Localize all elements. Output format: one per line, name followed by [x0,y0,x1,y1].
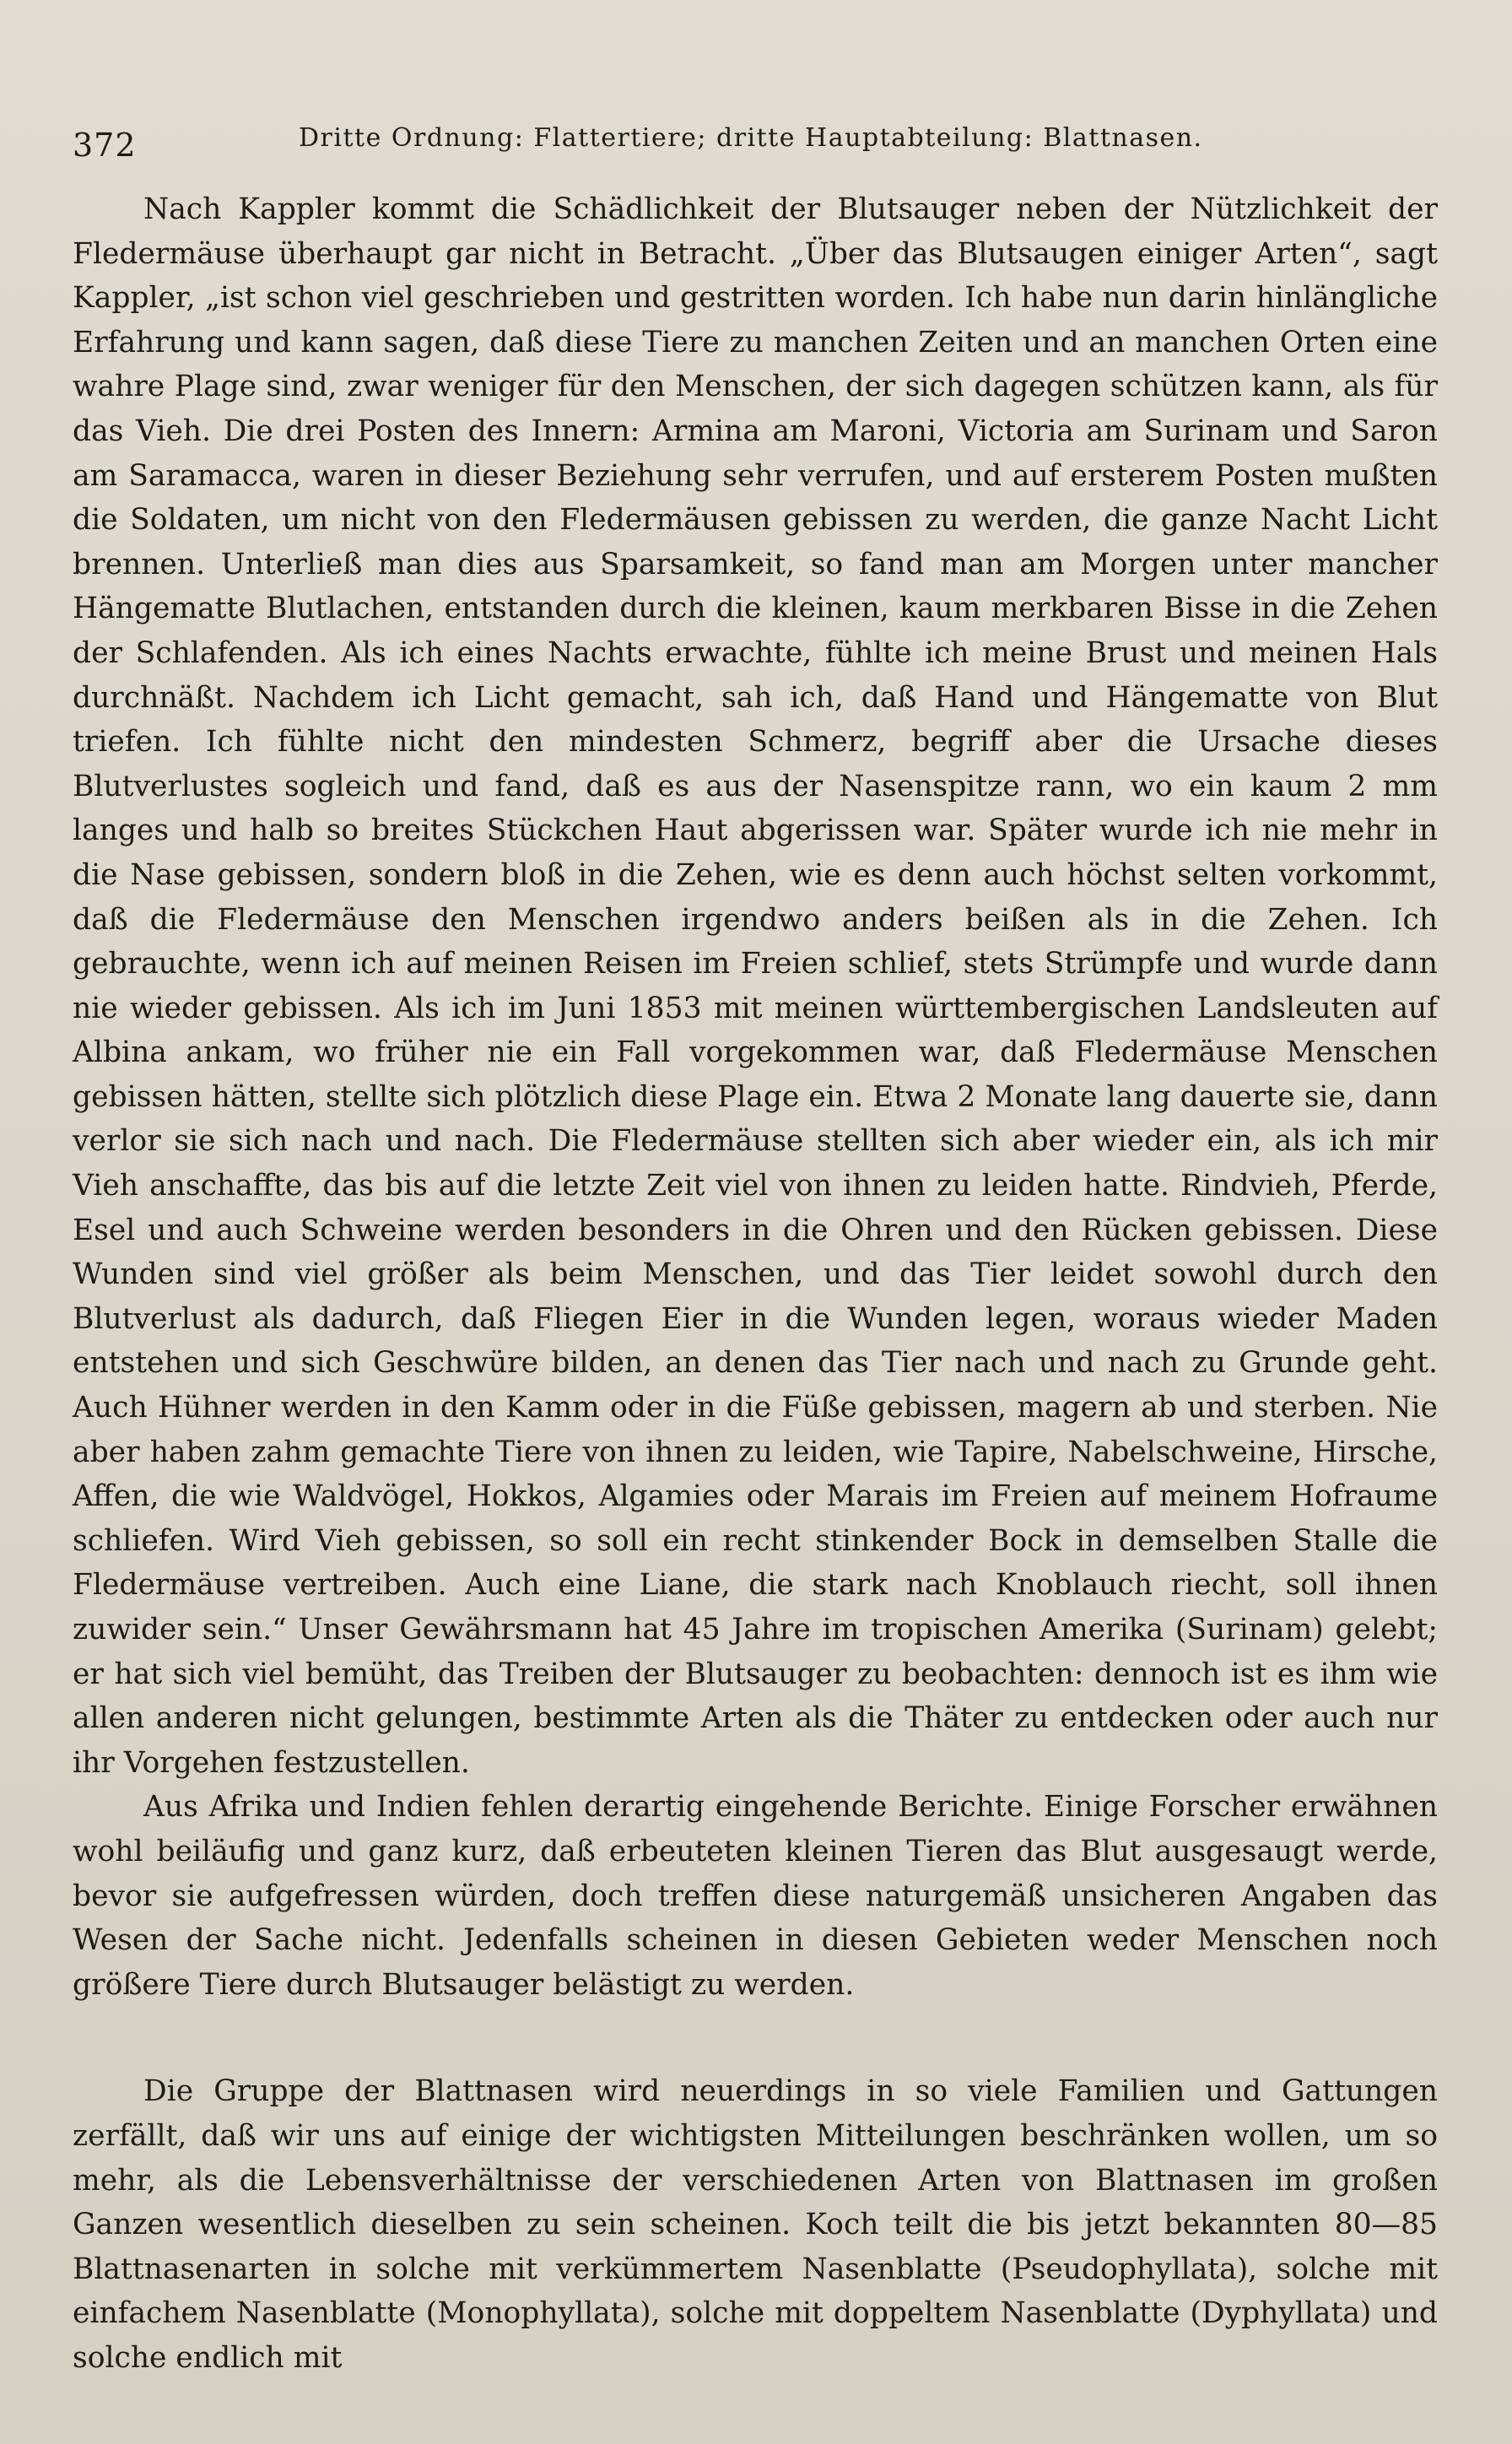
paragraph-africa-india: Aus Afrika und Indien fehlen derartig eingehende Berichte. Einige Forscher erwähnen wohl beiläufig und ganz kurz, daß erbeuteten kleinen Tieren das Blut ausgesaugt werde, bevor sie aufgefressen würden, doch treffen diese naturgemäß unsicheren Angaben das Wesen der Sache nicht. Jedenfalls scheinen in diesen Gebieten weder Menschen noch größere Tiere durch Blutsauger belästigt zu werden. [73,1790,1438,2002]
page-number: 372 [73,127,137,164]
paragraph-kappler-report: Nach Kappler kommt die Schädlichkeit der Blutsauger neben der Nützlichkeit der Fledermäuse überhaupt gar nicht in Betracht. „Über das Blutsaugen einiger Arten“, sagt Kappler, „ist schon viel geschrieben und gestritten worden. Ich habe nun darin hinlängliche Erfahrung und kann sagen, daß diese Tiere zu manchen Zeiten und an manchen Orten eine wahre Plage sind, zwar weniger für den Menschen, der sich dagegen schützen kann, als für das Vieh. Die drei Posten des Innern: Armina am Maroni, Victoria am Surinam und Saron am Saramacca, waren in dieser Beziehung sehr verrufen, und auf ersterem Posten mußten die Soldaten, um nicht von den Fledermäusen gebissen zu werden, die ganze Nacht Licht brennen. Unterließ man dies aus Sparsamkeit, so fand man am Morgen unter mancher Hängematte Blutlachen, entstanden durch die kleinen, kaum merkbaren Bisse in die Zehen der Schlafenden. Als ich eines Nachts erwachte, fühlte ich meine Brust und meinen Hals durchnäßt. Nachdem ich Licht gemacht, sah ich, daß Hand und Hängematte von Blut triefen. Ich fühlte nicht den mindesten Schmerz, begriff aber die Ursache dieses Blutverlustes sogleich und fand, daß es aus der Nasenspitze rann, wo ein kaum 2 mm langes und halb so breites Stückchen Haut abgerissen war. Später wurde ich nie mehr in die Nase gebissen, sondern bloß in die Zehen, wie es denn auch höchst selten vorkommt, daß die Fledermäuse den Menschen irgendwo anders beißen als in die Zehen. Ich gebrauchte, wenn ich auf meinen Reisen im Freien schlief, stets Strümpfe und wurde dann nie wieder gebissen. Als ich im Juni 1853 mit meinen württembergischen Landsleuten auf Albina ankam, wo früher nie ein Fall vorgekommen war, daß Fledermäuse Menschen gebissen hätten, stellte sich plötzlich diese Plage ein. Etwa 2 Monate lang dauerte sie, dann verlor sie sich nach und nach. Die Fledermäuse stellten sich aber wieder ein, als ich mir Vieh anschaffte, das bis auf die letzte Zeit viel von ihnen zu leiden hatte. Rindvieh, Pferde, Esel und auch Schweine werden besonders in die Ohren und den Rücken gebissen. Diese Wunden sind viel größer als beim Menschen, und das Tier leidet sowohl durch den Blutverlust als dadurch, daß Fliegen Eier in die Wunden legen, woraus wieder Maden entstehen und sich Geschwüre bilden, an denen das Tier nach und nach zu Grunde geht. Auch Hühner werden in den Kamm oder in die Füße gebissen, magern ab und sterben. Nie aber haben zahm gemachte Tiere von ihnen zu leiden, wie Tapire, Nabelschweine, Hirsche, Affen, die wie Waldvögel, Hokkos, Algamies oder Marais im Freien auf meinem Hofraume schliefen. Wird Vieh gebissen, so soll ein recht stinkender Bock in demselben Stalle die Fledermäuse vertreiben. Auch eine Liane, die stark nach Knoblauch riecht, soll ihnen zuwider sein.“ Unser Gewährsmann hat 45 Jahre im tropischen Amerika (Surinam) gelebt; er hat sich viel bemüht, das Treiben der Blutsauger zu beobachten: dennoch ist es ihm wie allen anderen nicht gelungen, bestimmte Arten als die Thäter zu entdecken oder auch nur ihr Vorgehen festzustellen. [73,192,1438,1780]
running-head: Dritte Ordnung: Flattertiere; dritte Hauptabteilung: Blattnasen. [299,123,1203,153]
page-header [73,116,1439,167]
paragraph-blattnasen-groups: Die Gruppe der Blattnasen wird neuerdings in so viele Familien und Gattungen zerfällt, daß wir uns auf einige der wichtigsten Mitteilungen beschränken wollen, um so mehr, als die Lebensverhältnisse der verschiedenen Arten von Blattnasen im großen Ganzen wesentlich dieselben zu sein scheinen. Koch teilt die bis jetzt bekannten 80—85 Blattnasenarten in solche mit verkümmertem Nasenblatte (Pseudophyllata), solche mit einfachem Nasenblatte (Monophyllata), solche mit doppeltem Nasenblatte (Dyphyllata) und solche endlich mit [73,2074,1438,2375]
page-body [73,187,1438,2381]
